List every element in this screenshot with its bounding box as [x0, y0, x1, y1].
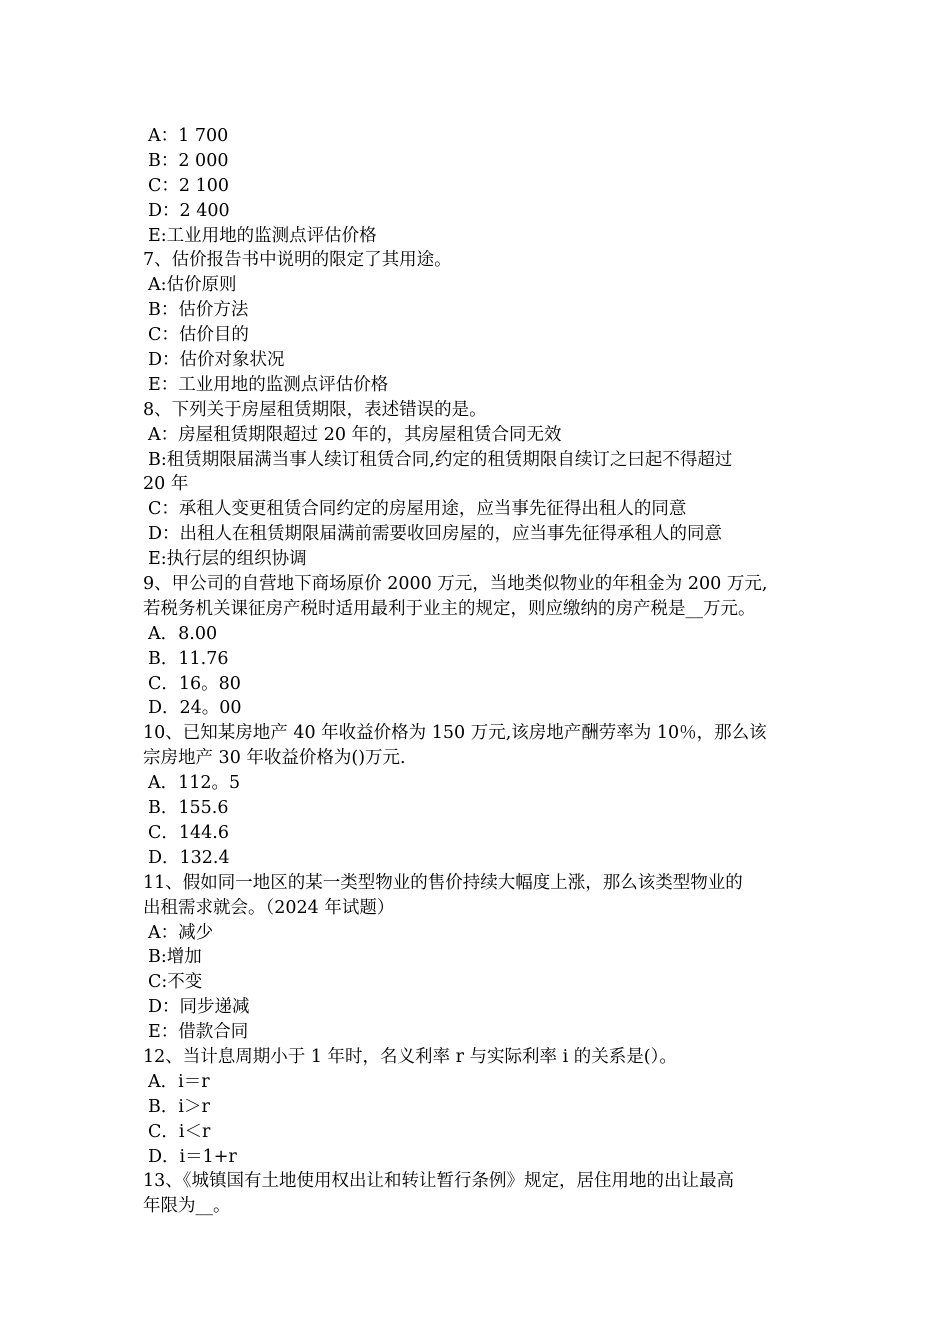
answer-option: C．i＜r [148, 1121, 211, 1142]
answer-option: E:工业用地的监测点评估价格 [148, 225, 377, 246]
question-text: 若税务机关课征房产税时适用最利于业主的规定，则应缴纳的房产税是__万元。 [143, 598, 756, 619]
answer-option: B:租赁期限届满当事人续订租赁合同,约定的租赁期限自续订之曰起不得超过 [148, 449, 733, 470]
answer-option: E：工业用地的监测点评估价格 [148, 374, 389, 395]
question-text: 11、假如同一地区的某一类型物业的售价持续大幅度上涨，那么该类型物业的 [143, 872, 743, 893]
answer-option: B：2 000 [148, 150, 229, 171]
answer-option: B：估价方法 [148, 300, 249, 321]
answer-option: D．132.4 [148, 847, 230, 868]
answer-option: B．i＞r [148, 1096, 210, 1117]
question-text: 7、估价报告书中说明的限定了其用途。 [143, 250, 452, 271]
answer-option: D：出租人在租赁期限届满前需要收回房屋的，应当事先征得承租人的同意 [148, 524, 723, 545]
answer-option: D：估价对象状况 [148, 350, 285, 371]
answer-option: C：承租人变更租赁合同约定的房屋用途，应当事先征得出租人的同意 [148, 499, 687, 520]
question-text: 20 年 [143, 474, 189, 495]
answer-option: A：1 700 [148, 126, 229, 146]
question-text: 出租需求就会。（2024 年试题） [143, 897, 395, 918]
answer-option: A：减少 [148, 922, 214, 943]
question-text: 宗房地产 30 年收益价格为()万元. [143, 748, 406, 769]
answer-option: D：2 400 [148, 200, 230, 221]
question-text: 9、甲公司的自营地下商场原价 2000 万元，当地类似物业的年租金为 200 万元, [143, 574, 768, 595]
answer-option: D．i＝1+r [148, 1146, 237, 1167]
answer-option: C：估价目的 [148, 325, 249, 346]
answer-option: D：同步递减 [148, 997, 250, 1018]
answer-option: D．24。00 [148, 698, 242, 719]
answer-option: E:执行层的组织协调 [148, 549, 307, 570]
answer-option: A:估价原则 [148, 275, 237, 296]
answer-option: A：房屋租赁期限超过 20 年的，其房屋租赁合同无效 [148, 424, 562, 445]
question-text: 12、当计息周期小于 1 年时，名义利率 r 与实际利率 i 的关系是(）。 [143, 1046, 677, 1067]
question-text: 10、已知某房地产 40 年收益价格为 150 万元,该房地产酬劳率为 10％，那么该 [143, 723, 767, 744]
answer-option: C:不变 [148, 972, 203, 993]
question-text: 年限为__。 [143, 1196, 231, 1217]
answer-option: B．11.76 [148, 648, 229, 669]
answer-option: A．112。5 [148, 773, 241, 794]
answer-option: B．155.6 [148, 798, 229, 819]
answer-option: C．144.6 [148, 822, 229, 843]
answer-option: A．i＝r [148, 1071, 210, 1092]
question-text: 8、下列关于房屋租赁期限，表述错误的是。 [143, 399, 487, 420]
document-body [143, 124, 813, 1219]
answer-option: B:增加 [148, 947, 202, 968]
answer-option: E：借款合同 [148, 1022, 249, 1043]
answer-option: C：2 100 [148, 175, 229, 196]
answer-option: A．8.00 [148, 623, 218, 644]
question-text: 13、《城镇国有土地使用权出让和转让暂行条例》规定，居住用地的出让最高 [143, 1171, 735, 1192]
answer-option: C．16。80 [148, 673, 241, 694]
